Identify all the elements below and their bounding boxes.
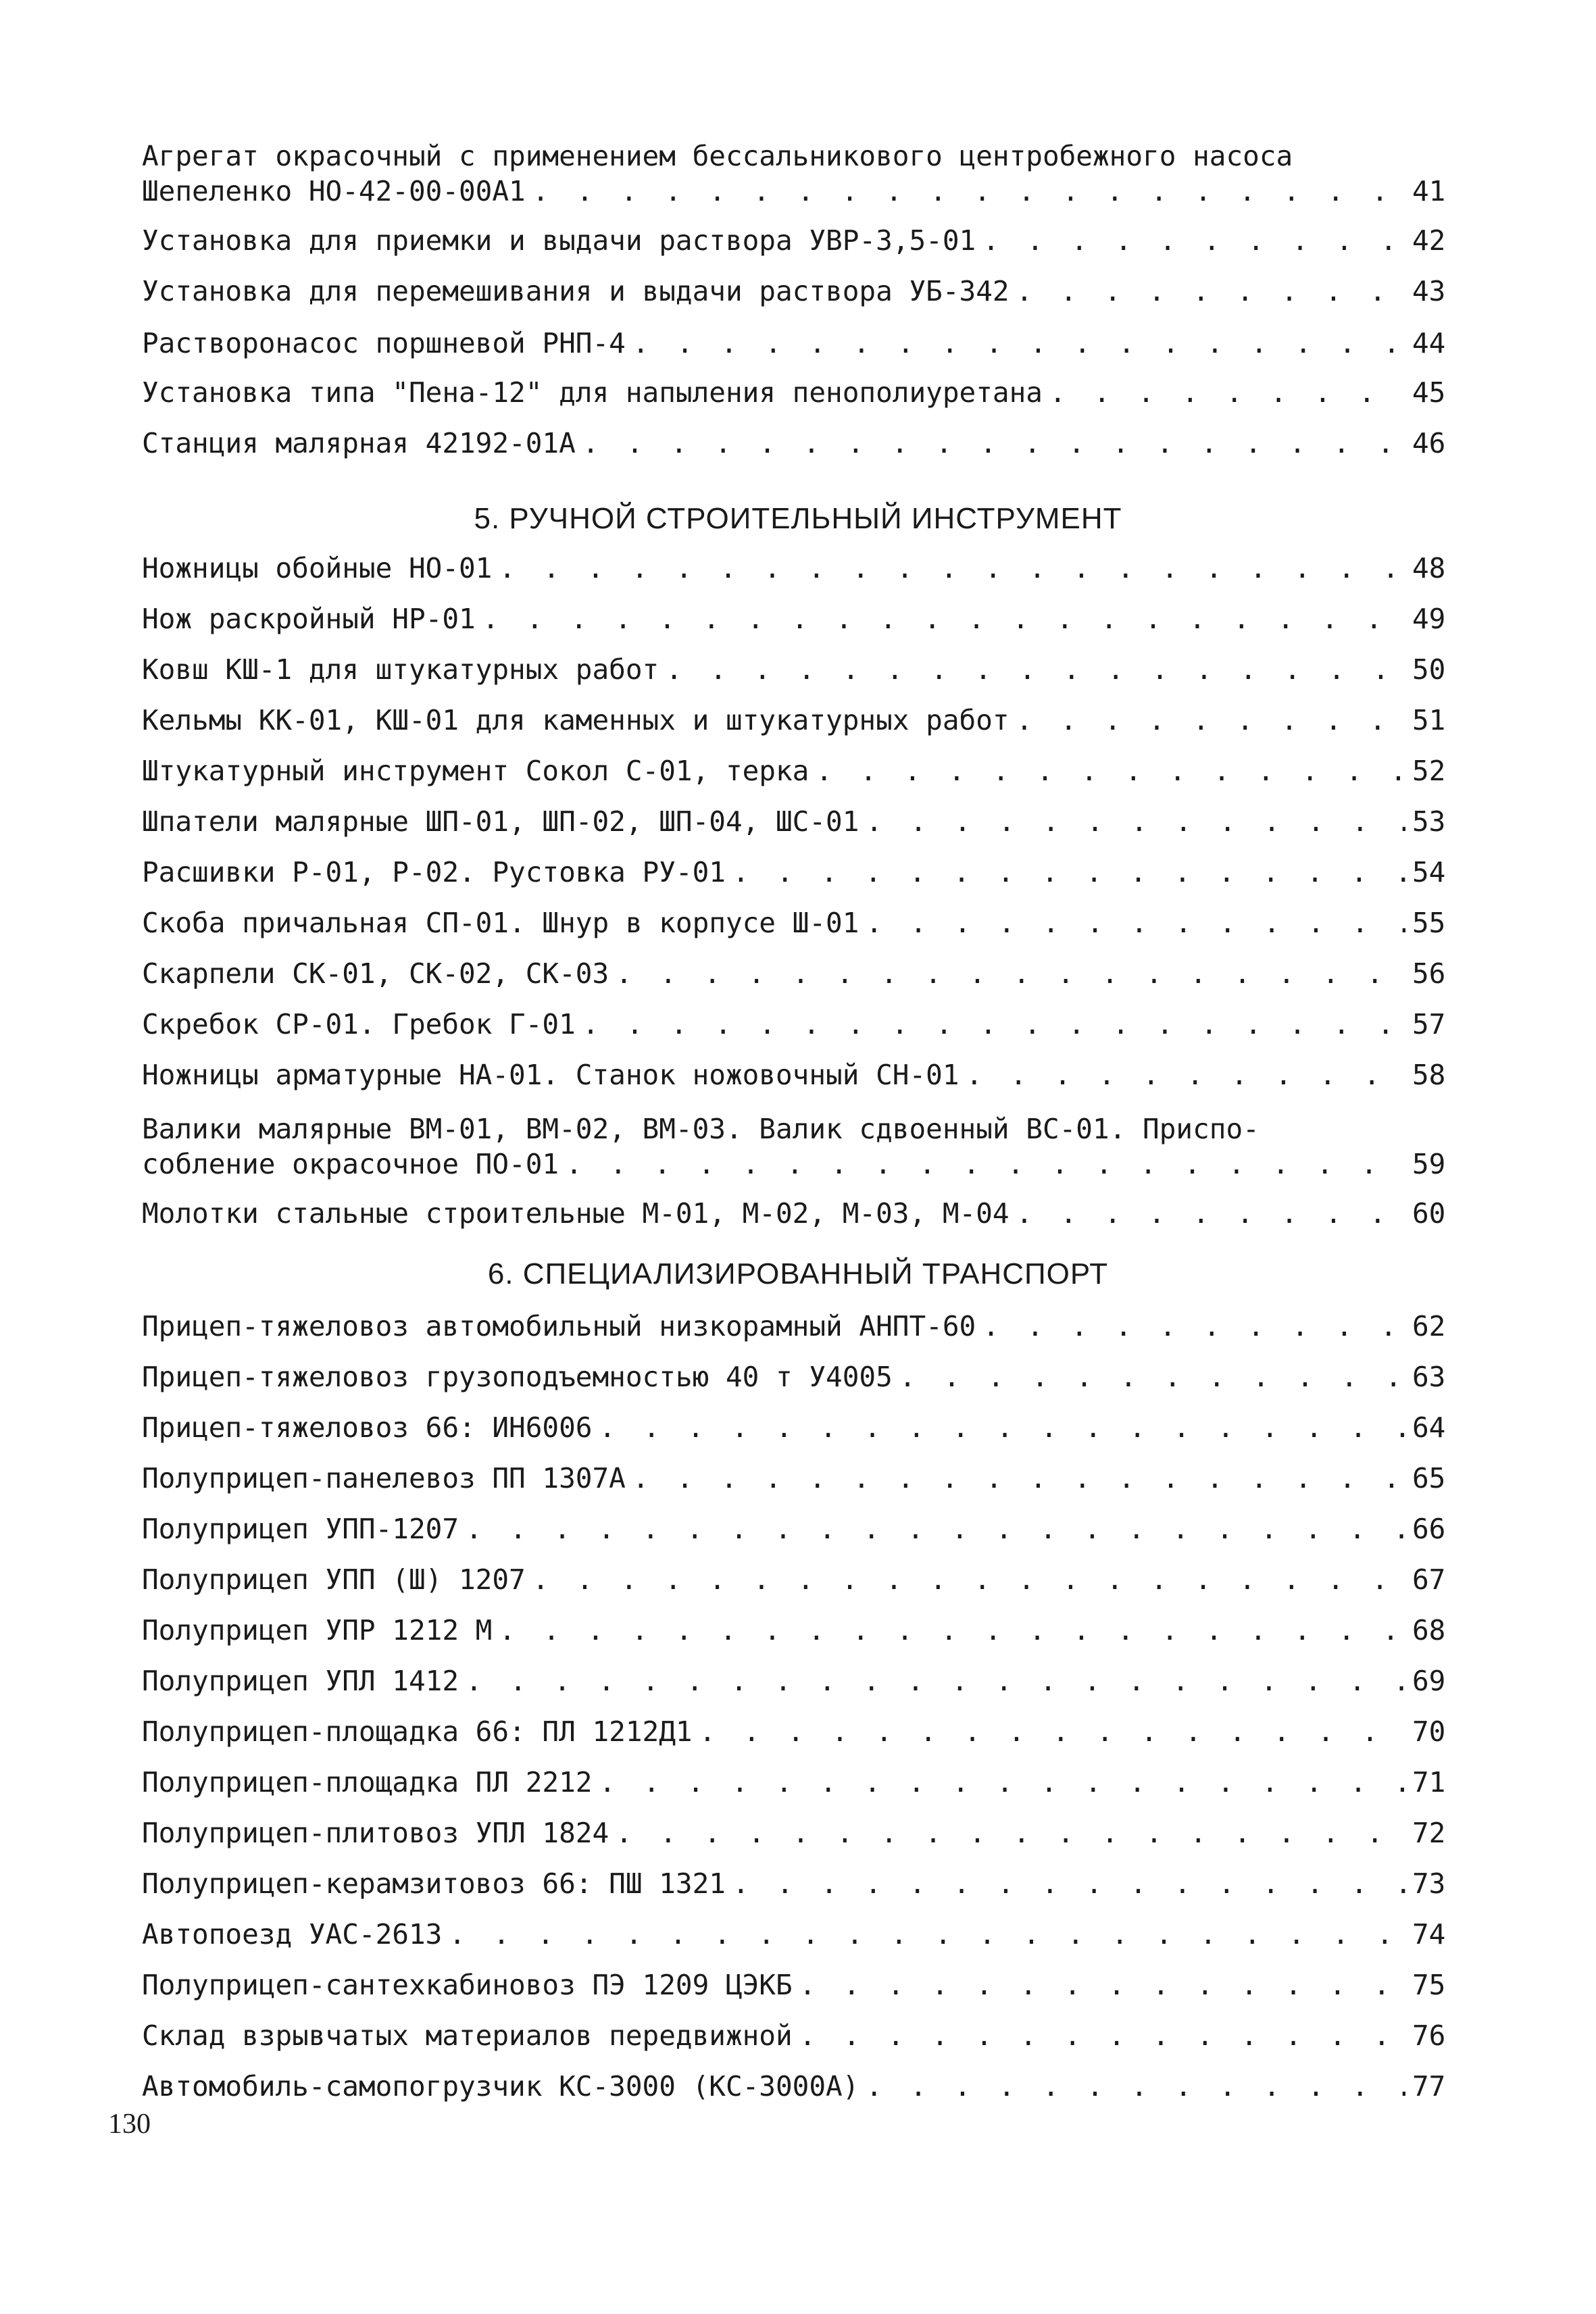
toc-entry-page: 76 bbox=[1412, 2019, 1446, 2052]
dot-leader bbox=[449, 1917, 1405, 1952]
toc-entry-page: 66 bbox=[1412, 1513, 1446, 1545]
toc-entry bbox=[142, 1613, 1460, 1648]
dot-leader bbox=[582, 1007, 1405, 1042]
toc-entry bbox=[142, 1866, 1460, 1901]
toc-entry-title: Полуприцеп УПР 1212 М bbox=[142, 1614, 493, 1646]
toc-entry bbox=[142, 1967, 1460, 2003]
toc-entry bbox=[142, 1007, 1460, 1042]
dot-leader bbox=[1049, 375, 1405, 410]
toc-entry-page: 70 bbox=[1412, 1715, 1446, 1748]
toc-entry-title: Ножницы арматурные НА-01. Станок ножовочный СН-01 bbox=[142, 1059, 959, 1091]
toc-entry bbox=[142, 1917, 1460, 1952]
toc-entry bbox=[142, 855, 1460, 890]
toc-entry-title: Полуприцеп-керамзитовоз 66: ПШ 1321 bbox=[142, 1867, 726, 1900]
toc-entry-title: Полуприцеп-панелевоз ПП 1307А bbox=[142, 1462, 626, 1494]
toc-entry-title: Шпатели малярные ШП-01, ШП-02, ШП-04, ШС-01 bbox=[142, 805, 859, 838]
toc-entry bbox=[142, 1196, 1460, 1231]
toc-entry-page: 77 bbox=[1412, 2070, 1446, 2103]
toc-entry-page: 62 bbox=[1412, 1310, 1446, 1342]
toc-entry-page: 50 bbox=[1412, 653, 1446, 686]
toc-entry-title: Станция малярная 42192-01А bbox=[142, 427, 576, 459]
toc-entry-title: Установка типа "Пена-12" для напыления пенополиуретана bbox=[142, 376, 1043, 409]
toc-entry-page: 51 bbox=[1412, 704, 1446, 736]
toc-entry-page: 69 bbox=[1412, 1665, 1446, 1697]
toc-entry-title-line1: Валики малярные ВМ-01, ВМ-02, ВМ-03. Валик сдвоенный ВС-01. Приспо- bbox=[142, 1113, 1260, 1145]
dot-leader bbox=[532, 174, 1405, 209]
dot-leader bbox=[982, 1309, 1405, 1344]
toc-entry bbox=[142, 1663, 1460, 1699]
section-heading: 5. РУЧНОЙ СТРОИТЕЛЬНЫЙ ИНСТРУМЕНТ bbox=[474, 502, 1122, 535]
toc-entry-page: 60 bbox=[1412, 1197, 1446, 1230]
toc-entry bbox=[142, 1309, 1460, 1344]
dot-leader bbox=[816, 753, 1405, 788]
toc-entry bbox=[142, 2069, 1460, 2104]
toc-entry bbox=[142, 1714, 1460, 1749]
dot-leader bbox=[732, 855, 1405, 890]
toc-entry bbox=[142, 804, 1460, 839]
toc-entry-title: Молотки стальные строительные М-01, М-02, М-03, М-04 bbox=[142, 1197, 1009, 1230]
toc-entry-page: 74 bbox=[1412, 1918, 1446, 1951]
toc-entry bbox=[142, 223, 1460, 258]
toc-entry-title: Шепеленко НО-42-00-00А1 bbox=[142, 175, 526, 207]
toc-entry bbox=[142, 2018, 1460, 2053]
toc-entry-title: Полуприцеп-площадка 66: ПЛ 1212Д1 bbox=[142, 1715, 693, 1748]
dot-leader bbox=[1016, 1196, 1405, 1231]
toc-entry-title: Штукатурный инструмент Сокол С-01, терка bbox=[142, 755, 809, 787]
toc-entry-page: 54 bbox=[1412, 856, 1446, 888]
toc-entry-page: 63 bbox=[1412, 1361, 1446, 1393]
toc-entry-title: Склад взрывчатых материалов передвижной bbox=[142, 2019, 793, 2052]
toc-entry bbox=[142, 1511, 1460, 1546]
toc-entry-title: Полуприцеп-плитовоз УПЛ 1824 bbox=[142, 1817, 609, 1849]
toc-entry bbox=[142, 274, 1460, 309]
toc-entry-page: 58 bbox=[1412, 1059, 1446, 1091]
toc-entry-title: Нож раскройный НР-01 bbox=[142, 603, 476, 635]
toc-entry-page: 57 bbox=[1412, 1008, 1446, 1040]
toc-entry-page: 43 bbox=[1412, 275, 1446, 307]
toc-entry-title: Полуприцеп-сантехкабиновоз ПЭ 1209 ЦЭКБ bbox=[142, 1969, 793, 2001]
dot-leader bbox=[499, 1613, 1405, 1648]
dot-leader bbox=[866, 804, 1405, 839]
toc-entry-page: 44 bbox=[1412, 327, 1446, 359]
dot-leader bbox=[632, 326, 1405, 361]
toc-entry-page: 73 bbox=[1412, 1867, 1446, 1900]
toc-entry bbox=[142, 1461, 1460, 1496]
toc-entry bbox=[142, 1815, 1460, 1851]
toc-entry bbox=[142, 1111, 1460, 1182]
dot-leader bbox=[799, 2018, 1405, 2053]
dot-leader bbox=[699, 1714, 1405, 1749]
toc-entry-page: 49 bbox=[1412, 603, 1446, 635]
dot-leader bbox=[899, 1359, 1405, 1394]
toc-entry-title: Скоба причальная СП-01. Шнур в корпусе Ш-01 bbox=[142, 907, 859, 939]
dot-leader bbox=[566, 1147, 1405, 1182]
toc-entry bbox=[142, 601, 1460, 636]
toc-entry bbox=[142, 905, 1460, 940]
dot-leader bbox=[482, 601, 1405, 636]
toc-entry-title: Скребок СР-01. Гребок Г-01 bbox=[142, 1008, 576, 1040]
toc-entry-page: 75 bbox=[1412, 1969, 1446, 2001]
toc-entry-page: 68 bbox=[1412, 1614, 1446, 1646]
toc-entry bbox=[142, 1359, 1460, 1394]
toc-entry-title: Ковш КШ-1 для штукатурных работ bbox=[142, 653, 659, 686]
dot-leader bbox=[532, 1562, 1405, 1597]
dot-leader bbox=[966, 1057, 1405, 1092]
toc-entry-title: Ножницы обойные НО-01 bbox=[142, 552, 493, 584]
dot-leader bbox=[866, 905, 1405, 940]
toc-entry bbox=[142, 1410, 1460, 1445]
toc-entry-title-line1: Агрегат окрасочный с применением бессальникового центробежного насоса bbox=[142, 140, 1293, 172]
dot-leader bbox=[982, 223, 1405, 258]
toc-entry-page: 56 bbox=[1412, 957, 1446, 990]
toc-entry-page: 65 bbox=[1412, 1462, 1446, 1494]
dot-leader bbox=[632, 1461, 1405, 1496]
dot-leader bbox=[599, 1410, 1405, 1445]
toc-entry-page: 67 bbox=[1412, 1563, 1446, 1596]
toc-entry bbox=[142, 326, 1460, 361]
toc-entry-page: 52 bbox=[1412, 755, 1446, 787]
dot-leader bbox=[466, 1511, 1405, 1546]
toc-entry-page: 59 bbox=[1412, 1148, 1446, 1180]
toc-entry-page: 55 bbox=[1412, 907, 1446, 939]
toc-entry-title: Автопоезд УАС-2613 bbox=[142, 1918, 443, 1951]
toc-entry-page: 45 bbox=[1412, 376, 1446, 409]
toc-entry bbox=[142, 753, 1460, 788]
dot-leader bbox=[616, 1815, 1405, 1851]
toc-entry-title: собление окрасочное ПО-01 bbox=[142, 1148, 559, 1180]
toc-entry-title: Полуприцеп УПП-1207 bbox=[142, 1513, 459, 1545]
toc-entry-page: 41 bbox=[1412, 175, 1446, 207]
toc-entry-page: 71 bbox=[1412, 1766, 1446, 1799]
toc-entry-title: Прицеп-тяжеловоз 66: ИН6006 bbox=[142, 1411, 593, 1444]
toc-entry bbox=[142, 956, 1460, 991]
toc-entry-page: 53 bbox=[1412, 805, 1446, 838]
toc-entry-title: Полуприцеп УПЛ 1412 bbox=[142, 1665, 459, 1697]
toc-entry bbox=[142, 426, 1460, 461]
dot-leader bbox=[582, 426, 1405, 461]
toc-entry-title: Полуприцеп-площадка ПЛ 2212 bbox=[142, 1766, 593, 1799]
dot-leader bbox=[666, 652, 1405, 687]
toc-entry bbox=[142, 1765, 1460, 1800]
toc-entry-page: 64 bbox=[1412, 1411, 1446, 1444]
toc-entry-title: Прицеп-тяжеловоз автомобильный низкорамный АНПТ-60 bbox=[142, 1310, 976, 1342]
toc-entry bbox=[142, 1562, 1460, 1597]
toc-entry-title: Автомобиль-самопогрузчик КС-3000 (КС-3000А) bbox=[142, 2070, 859, 2103]
dot-leader bbox=[732, 1866, 1405, 1901]
toc-entry-page: 46 bbox=[1412, 427, 1446, 459]
toc-entry bbox=[142, 703, 1460, 738]
toc-entry-title: Полуприцеп УПП (Ш) 1207 bbox=[142, 1563, 526, 1596]
toc-entry-title: Кельмы КК-01, КШ-01 для каменных и штукатурных работ bbox=[142, 704, 1009, 736]
dot-leader bbox=[799, 1967, 1405, 2003]
toc-entry-title: Расшивки Р-01, Р-02. Рустовка РУ-01 bbox=[142, 856, 726, 888]
dot-leader bbox=[599, 1765, 1405, 1800]
toc-entry bbox=[142, 139, 1460, 209]
toc-entry-page: 48 bbox=[1412, 552, 1446, 584]
toc-entry bbox=[142, 652, 1460, 687]
dot-leader bbox=[616, 956, 1405, 991]
toc-entry-page: 72 bbox=[1412, 1817, 1446, 1849]
toc-entry-title: Растворонасос поршневой РНП-4 bbox=[142, 327, 626, 359]
toc-entry-title: Установка для приемки и выдачи раствора УВР-3,5-01 bbox=[142, 224, 976, 257]
toc-entry-title: Прицеп-тяжеловоз грузоподъемностью 40 т У4005 bbox=[142, 1361, 893, 1393]
toc-entry-title: Установка для перемешивания и выдачи раствора УБ-342 bbox=[142, 275, 1009, 307]
dot-leader bbox=[866, 2069, 1405, 2104]
toc-entry-page: 42 bbox=[1412, 224, 1446, 257]
dot-leader bbox=[1016, 703, 1405, 738]
page-number: 130 bbox=[108, 2109, 151, 2140]
section-heading: 6. СПЕЦИАЛИЗИРОВАННЫЙ ТРАНСПОРТ bbox=[487, 1257, 1109, 1290]
toc-entry bbox=[142, 551, 1460, 586]
toc-entry bbox=[142, 375, 1460, 410]
toc-entry-title: Скарпели СК-01, СК-02, СК-03 bbox=[142, 957, 609, 990]
dot-leader bbox=[499, 551, 1405, 586]
dot-leader bbox=[466, 1663, 1405, 1699]
dot-leader bbox=[1016, 274, 1405, 309]
toc-entry bbox=[142, 1057, 1460, 1092]
